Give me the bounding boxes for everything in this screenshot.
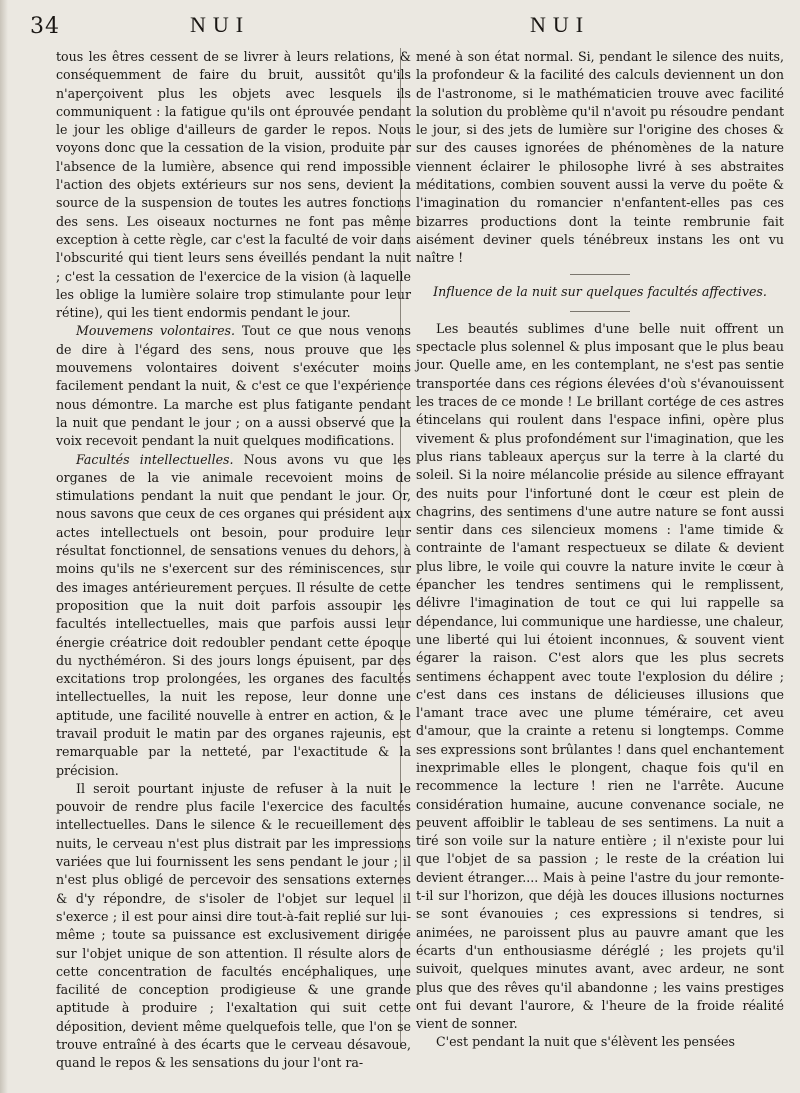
paragraph: Il seroit pourtant injuste de refuser à la nuit le pouvoir de rendre plus facile l'exercice des facultés intellectuelles. Dans le silence & le recueillement des nuits, le cerveau n'est plus distrait par les impressions variées que lui fournissent les sens pendant le jour ; il n'est plus obligé de percevoir des sensations externes & d'y répondre, de s'isoler de l'objet sur lequel il s'exerce ; il est pour ainsi dire tout-à-fait replié sur lui-même ; toute sa puissance est exclusivement dirigée sur l'objet unique de son attention. Il résulte alors de cette concentration de facultés encéphaliques, une facilité de conception prodigieuse & une grande aptitude à produire ; l'exaltation qui suit cette déposition, devient même quelquefois telle, que l'on se trouve entraîné à des écarts que le cerveau désavoue, quand le repos & les sensations du jour l'ont ra- [56,780,411,1071]
paragraph: mené à son état normal. Si, pendant le silence des nuits, la profondeur & la facilité des calculs deviennent un don de l'astronome, si le mathématicien trouve avec facilité la solution du problème qu'il n'avoit pu résoudre pendant le jour, si des jets de lumière sur l'origine des choses & sur des causes ignorées de phénomènes de la nature viennent éclairer le philosophe livré à ses abstraites méditations, combien souvent aussi la verve du poëte & l'imagination du romancier n'enfantent-elles pas ces bizarres productions dont la teinte rembrunie fait aisément deviner quels ténébreux instans les ont vu naître ! [416,49,784,266]
right-column [416,48,784,1052]
section-lead: Mouvemens volontaires. [76,323,235,339]
paragraph-text: Tout ce que nous venons de dire à l'égard des sens, nous prouve que les mouvemens volontaires doivent s'exécuter moins facilement pendant la nuit, & c'est ce que l'expérience nous démontre. La marche est plus fatigante pendant la nuit que pendant le jour ; on a aussi observé que la voix recevoit pendant la nuit quelques modifications. [56,323,411,449]
running-head-left: NUI [190,12,251,37]
section-title: Influence de la nuit sur quelques facultés affectives. [433,283,767,299]
section-lead: Facultés intellectuelles. [76,451,234,467]
page-number: 34 [30,14,60,39]
paragraph: Les beautés sublimes d'une belle nuit offrent un spectacle plus solennel & plus imposant que le plus beau jour. Quelle ame, en les contemplant, ne s'est pas sentie transportée dans ces régions élevées d'où s'évanouissent les traces de ce monde ! Le brillant cortége de ces astres étincelans qui roulent dans l'espace infini, opère plus vivement & plus profondément sur l'imagination, que les plus rians tableaux aperçus sur la terre à la clarté du soleil. Si la noire mélancolie préside au silence effrayant des nuits pour l'infortuné dont le cœur est plein de chagrins, des sentimens d'une autre nature se font aussi sentir dans ces silencieux momens : l'ame timide & contrainte de l'amant respectueux se dilate & devient plus libre, le voile qui couvre la nature invite le cœur à épancher les tendres sentimens qui le remplissent, délivre l'imagination de tout ce qui lui rappelle sa dépendance, lui communique une hardiesse, une chaleur, une liberté qui lui étoient inconnues, & souvent vient égarer la raison. C'est alors que les plus secrets sentimens échappent avec toute l'explosion du délire ; c'est dans ces instans de délicieuses illusions que l'amant trace avec une plume téméraire, cet aveu d'amour, que la crainte a retenu si longtemps. Comme ses expressions sont brûlantes ! dans quel enchantement inexprimable elles le plongent, chaque fois qu'il en recommence la lecture ! rien ne l'arrête. Aucune considération humaine, aucune convenance sociale, ne peuvent affoiblir le tableau de ses sentimens. La nuit a tiré son voile sur la nature entière ; il n'existe pour lui que l'objet de sa passion ; le reste de la création lui devient étranger.... Mais à peine l'astre du jour remonte-t-il sur l'horizon, que déjà les douces illusions nocturnes se sont évanouies ; ces expressions si tendres, si animées, ne paroissent plus au pauvre amant que les écarts d'un enthousiasme déréglé ; les projets qu'il suivoit, quelques minutes avant, avec ardeur, ne sont plus que des rêves qu'il abandonne ; les vains prestiges ont fui devant l'aurore, & l'heure de la froide réalité vient de sonner. [416,320,784,1032]
paragraph [56,322,411,450]
paragraph: tous les êtres cessent de se livrer à leurs relations, & conséquemment de faire du bruit, aussitôt qu'ils n'aperçoivent plus les objets avec lesquels ils communiquent : la fatigue qu'ils ont éprouvée pendant le jour les oblige d'ailleurs de garder le repos. Nous voyons donc que la cessation de la vision, produite par l'absence de la lumière, absence qui rend impossible l'action des objets extérieurs sur nos sens, devient la source de la suspension de toutes les autres fonctions des sens. Les oiseaux nocturnes ne font pas même exception à cette règle, car c'est la faculté de voir dans l'obscurité qui tient leurs sens éveillés pendant la nuit ; c'est la cessation de l'exercice de la vision (à laquelle les oblige la lumière solaire trop stimulante pour leur rétine), qui les tient endormis pendant le jour. [56,49,411,321]
page-edge-shadow [0,0,8,1093]
section-rule [570,274,630,275]
running-head-right: NUI [530,12,591,37]
section-rule [570,311,630,312]
paragraph: C'est pendant la nuit que s'élèvent les pensées [436,1034,735,1050]
left-column [56,48,411,1073]
paragraph [56,451,411,780]
paragraph-text: Nous avons vu que les organes de la vie animale recevoient moins de stimulations pendant la nuit que pendant le jour. Or, nous savons que ceux de ces organes qui président aux actes intellectuels ont besoin, pour produire leur résultat fonctionnel, de sensations venues du dehors, à moins qu'ils ne s'exercent sur des réminiscences, sur des images antérieurement perçues. Il résulte de cette proposition que la nuit doit parfois assoupir les facultés intellectuelles, mais que parfois aussi leur énergie créatrice doit redoubler pendant cette époque du nycthéméron. Si des jours longs épuisent, par des excitations trop prolongées, les organes des facultés intellectuelles, la nuit les repose, leur donne une aptitude, une facilité nouvelle à entrer en action, & le travail produit le matin par des organes rajeunis, est remarquable par la netteté, par l'exactitude & la précision. [56,451,411,778]
page-header [0,10,800,44]
